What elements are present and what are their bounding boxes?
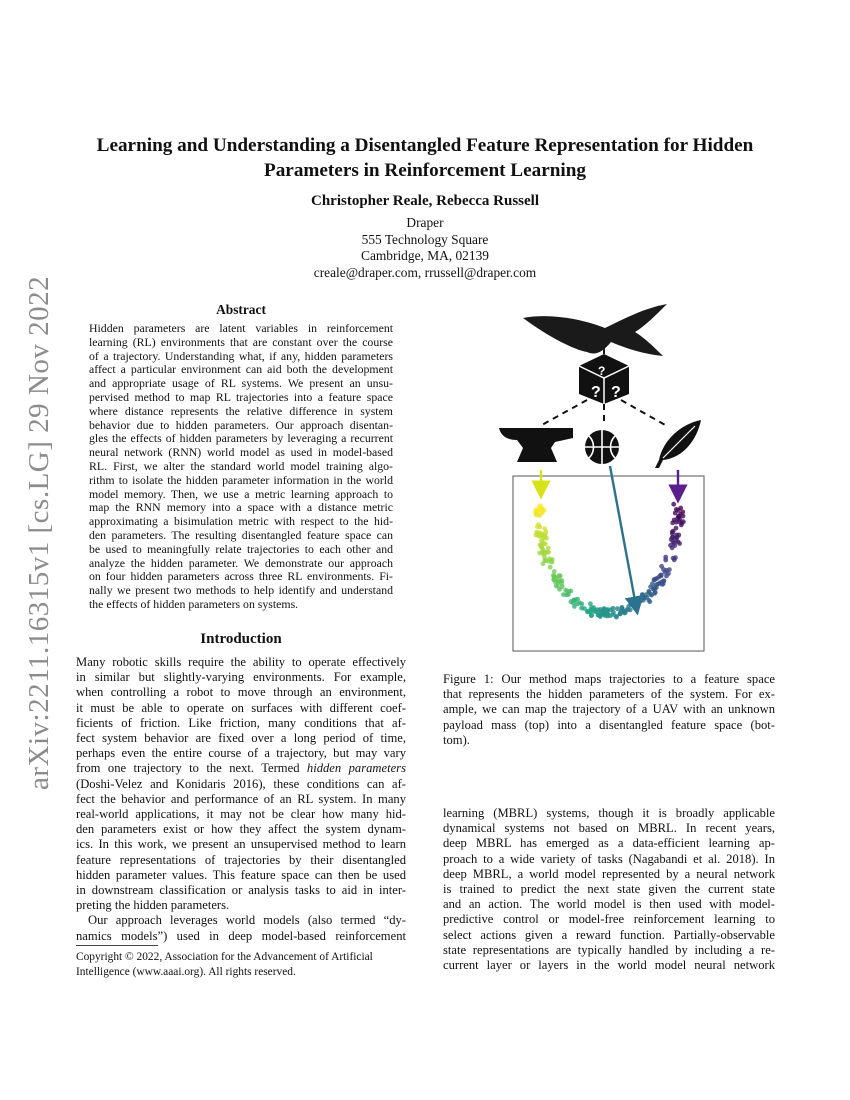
footnote-rule [76,945,158,946]
scatter-point [582,606,587,611]
figure-1-caption [443,672,775,748]
body-line: hidden parameter values. This feature space can then be used [76,867,406,882]
scatter-point [676,533,681,538]
introduction-body [76,655,406,944]
abstract-line: analyze the hidden parameter. We demonstrate our approach [89,555,393,570]
term-hidden-parameters: hidden parameters [306,761,406,776]
scatter-point [681,514,686,519]
right-column-body [443,806,775,973]
scatter-point [672,543,677,548]
caption-line: tom). [443,732,470,747]
scatter-point [620,605,625,610]
scatter-point [674,538,679,543]
abstract-line: of a trajectory. Understanding what, if any, hidden parameters [89,348,393,363]
abstract-line: pervised method to map RL trajectories into a feature space [89,389,393,404]
scatter-point [552,575,557,580]
scatter-point [676,514,681,519]
scatter-point [598,614,603,619]
body-line: predictive control or model-free reinforcement learning to [443,912,775,927]
abstract-line: Hidden parameters are latent variables in reinforcement [89,321,393,335]
scatter-point [604,608,609,613]
body-line: in similar but slightly-varying environments. For example, [76,670,406,685]
scatter-point [548,565,553,570]
body-line: when controlling a robot to move through an environment, [76,685,406,700]
abstract-line: affect a particular environment can aid both the development [89,362,393,377]
scatter-point [542,558,547,563]
scatter-point [552,569,557,574]
abstract-line: where distance represents the relative difference in system [89,403,393,418]
authors: Christopher Reale, Rebecca Russell [310,193,540,209]
scatter-point [680,521,685,526]
body-line: deep MBRL has emerged as a data-efficient learning ap- [443,836,775,851]
author-emails: creale@draper.com, rrussell@draper.com [313,264,537,280]
scatter-point [572,598,577,603]
basketball-icon [585,430,619,464]
scatter-point [654,585,659,590]
abstract-line: behavior due to hidden parameters. Our approach disentan- [89,417,393,432]
body-line: it must be able to operate on surfaces with different coef- [76,700,406,715]
body-line: fect system behavior are fixed over a long period of time, [76,731,406,746]
figure-1-graphic [495,300,725,660]
scatter-point [640,595,645,600]
body-line: state representations are typically handled by including a re- [443,942,775,957]
abstract-line: den parameters. The resulting disentangled feature space can [89,527,393,542]
body-line: ficients of friction. Like friction, many conditions that af- [76,715,406,730]
body-line: select actions given a reward function. Partially-observable [443,927,775,942]
abstract-line: RL. First, we alter the standard world model training algo- [89,458,393,473]
body-line: den parameters exist or how they affect the system dynam- [76,822,406,837]
box-question-mark: ? [611,384,621,401]
scatter-point [647,598,652,603]
abstract-heading: Abstract [216,302,266,317]
body-line: Many robotic skills require the ability to operate effectively [76,655,406,669]
scatter-point [618,610,623,615]
body-line: preting the hidden parameters. [76,898,230,913]
scatter-point [670,535,675,540]
figure-1 [495,300,725,660]
scatter-point [544,529,549,534]
body-line [76,761,406,776]
feather-icon [655,420,701,468]
footnote-line: Copyright © 2022, Association for the Advancement of Artificial [76,951,373,963]
body-line: deep MBRL, a world model represented by a neural network [443,866,775,881]
scatter-point [614,615,619,620]
body-line: is trained to predict the next state given the current state [443,882,775,897]
body-line: fect the behavior and performance of an RL system. In many [76,791,406,806]
caption-line: ample, we can map the trajectory of a UAV with an unknown [443,702,775,717]
scatter-point [544,536,549,541]
scatter-point [538,543,543,548]
abstract-line: nally we present two methods to help identify and understand [89,583,393,598]
anvil-icon [499,428,573,462]
body-line: (Doshi-Velez and Konidaris 2016), these conditions can af- [76,776,406,791]
arxiv-identifier: arXiv:2211.16315v1 [cs.LG] 29 Nov 2022 [23,275,55,790]
scatter-point [672,557,677,562]
arrow-medium [610,466,636,606]
box-question-mark: ? [598,364,606,378]
abstract-line: approximating a bisimulation metric with respect to the hid- [89,514,393,529]
scatter-point [553,580,558,585]
abstract-line: rithm to isolate the hidden parameter information in the world [89,472,393,487]
abstract-line: and appropriate usage of RL systems. We present an unsu- [89,376,393,391]
body-line: current layer or layers in the world model neural network [443,958,775,973]
scatter-point [622,611,627,616]
body-line: in downstream classification or analysis tasks to aid in inter- [76,883,406,898]
body-line: proach to a wide variety of tasks (Nagabandi et al. 2018). In [443,851,775,866]
scatter-point [671,502,676,507]
body-fragment: from one trajectory to the next. Termed [76,761,300,776]
scatter-point [565,589,570,594]
scatter-point [661,578,666,583]
affiliation-city: Cambridge, MA, 02139 [361,248,489,263]
scatter-point [668,543,673,548]
paper-title [60,133,790,183]
box-question-mark: ? [591,384,601,401]
caption-line: payload mass (top) into a disentangled feature space (bot- [443,717,775,732]
scatter-point [589,605,594,610]
title-line-2: Parameters in Reinforcement Learning [263,160,587,181]
affiliation-street: 555 Technology Square [361,231,489,247]
scatter-point [664,574,669,579]
scatter-point [653,577,658,582]
copyright-footnote [76,950,406,979]
body-line: ics. In this work, we present an unsupervised method to learn [76,837,406,852]
scatter-point [575,602,580,607]
affiliation-org: Draper [406,215,444,230]
caption-line: Figure 1: Our method maps trajectories to a feature space [443,672,775,686]
scatter-point [611,610,616,615]
caption-line: that represents the hidden parameters of the system. For ex- [443,687,775,702]
affiliation [60,215,790,281]
footnote-line: Intelligence (www.aaai.org). All rights reserved. [76,965,296,978]
scatter-point [543,542,548,547]
body-line: learning (MBRL) systems, though it is broadly applicable [443,806,775,820]
scatter-point [680,510,685,515]
title-line-1: Learning and Understanding a Disentangled Feature Representation for Hidden [96,135,754,156]
body-line: dynamical systems not based on MBRL. In recent years, [443,821,775,836]
scatter-point [547,559,552,564]
body-line: Our approach leverages world models (also termed “dy- [88,913,406,928]
body-line: namics models”) used in deep model-based reinforcement [76,928,406,943]
body-line: feature representations of trajectories by their disentangled [76,852,406,867]
abstract-line: gles the effects of hidden parameters by leveraging a recurrent [89,431,393,446]
mystery-box-icon [579,354,629,404]
body-line: and an action. The world model is then used with model- [443,897,775,912]
scatter-point [652,591,657,596]
abstract-line: on four hidden parameters across three RL environments. Fi- [89,569,393,584]
scatter-point [560,578,565,583]
abstract-line: neural network (RNN) world model as used in model-based [89,445,393,460]
abstract-line: learning (RL) environments that are constant over the course [89,334,393,349]
abstract-line: the effects of hidden parameters on systems. [89,596,299,611]
scatter-point [663,558,668,563]
scatter-point [659,564,664,569]
uav-icon [523,304,667,356]
body-line: real-world applications, it may not be clear how many hid- [76,807,406,822]
scatter-point [536,509,541,514]
scatter-point [625,607,630,612]
scatter-point [541,552,546,557]
abstract-body [89,322,393,612]
introduction-heading: Introduction [200,631,282,647]
scatter-point [667,567,672,572]
abstract-line: map the RNN memory into a space with a distance metric [89,500,393,515]
scatter-point [659,574,664,579]
scatter-point [537,525,542,530]
body-line: perhaps even the entire course of a trajectory, but may vary [76,746,406,761]
abstract-line: model memory. Then, we use a metric learning approach to [89,486,393,501]
abstract-line: be used to meaningfully relate trajectories to each other and [89,541,393,556]
scatter-point [540,506,545,511]
feature-space-scatter [533,502,686,620]
scatter-point [546,550,551,555]
